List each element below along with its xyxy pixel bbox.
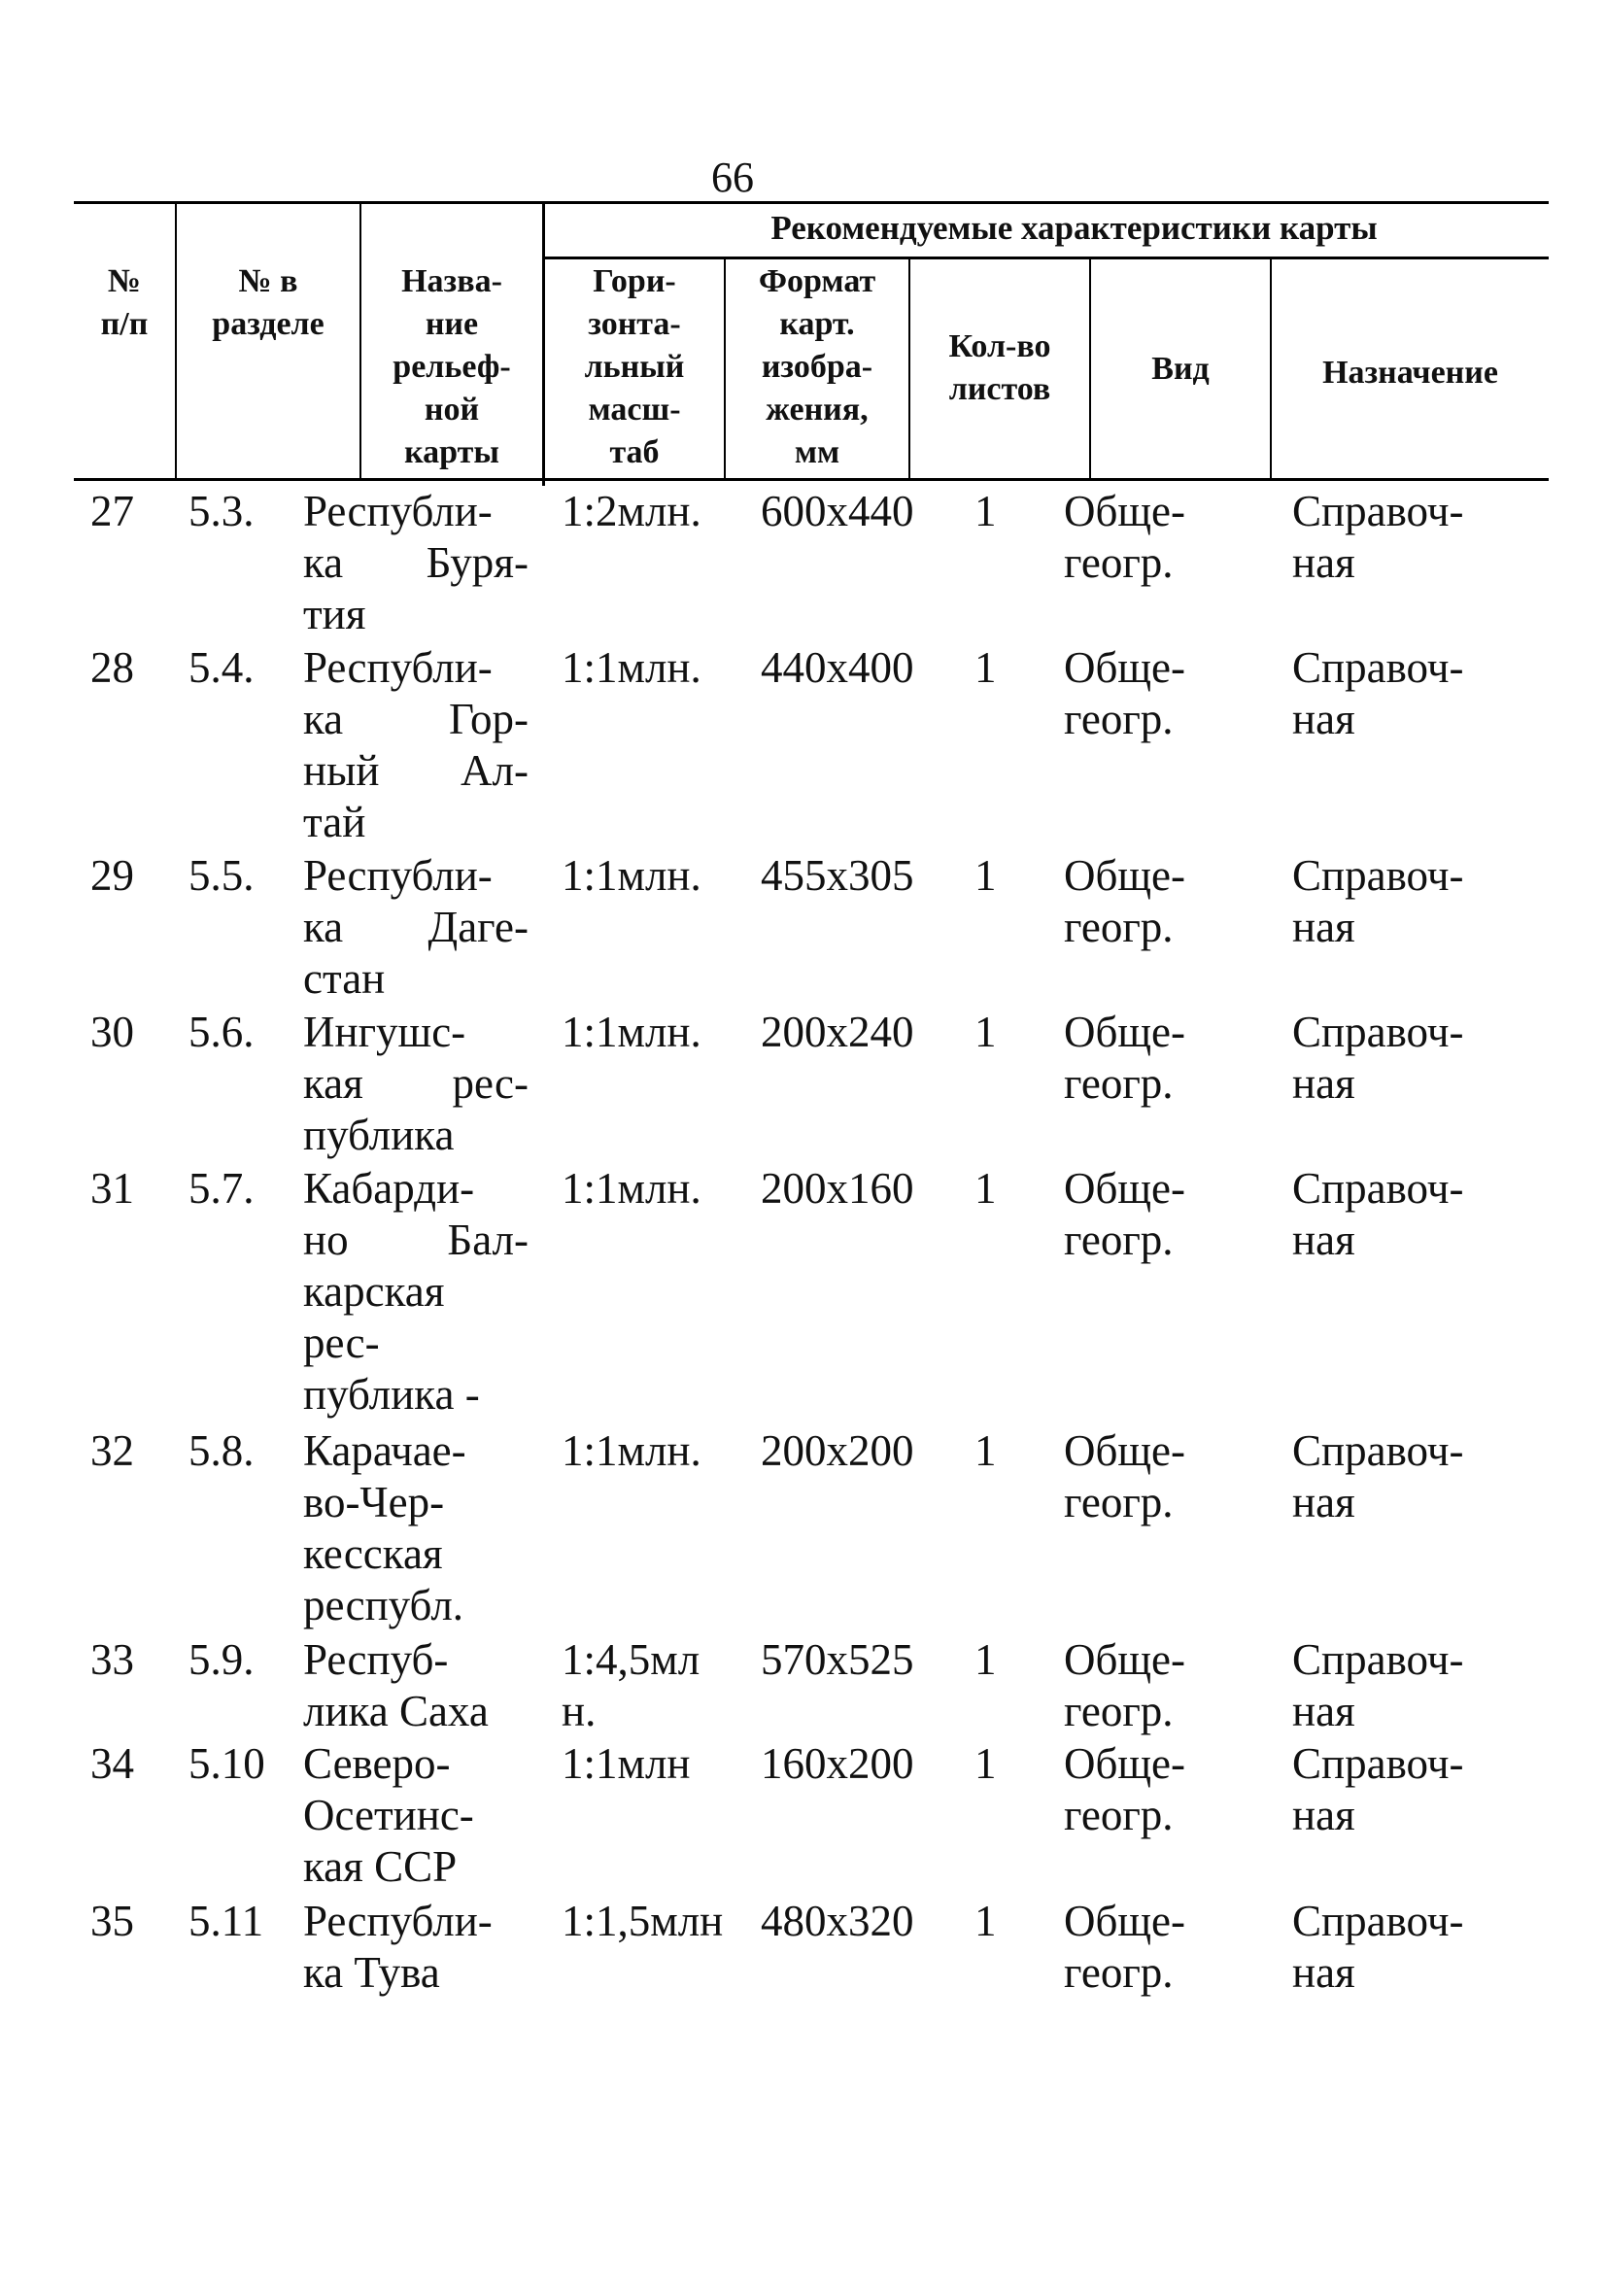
row-num: 32 (90, 1426, 134, 1475)
row-kind: Обще- геогр. (1064, 1739, 1186, 1839)
row-format: 200x160 (761, 1164, 914, 1213)
row-name: Республи- ка Даге- стан (303, 851, 529, 1003)
row-name: Кабарди- но Бал- карская рес- публика - (303, 1164, 529, 1419)
header-kind: Вид (1151, 351, 1210, 387)
row-format: 160x200 (761, 1739, 914, 1788)
row-name: Республи- ка Гор- ный Ал- тай (303, 643, 529, 846)
row-num: 28 (90, 643, 134, 692)
row-name: Карачае- во-Чер- кесская республ. (303, 1426, 466, 1629)
row-num: 34 (90, 1739, 134, 1788)
header-sheets: Кол-во листов (948, 328, 1051, 407)
row-sheets: 1 (974, 1635, 997, 1684)
row-format: 200x240 (761, 1008, 914, 1056)
row-format: 200x200 (761, 1426, 914, 1475)
row-sheets: 1 (974, 851, 997, 900)
row-purpose: Справоч- ная (1292, 1164, 1464, 1264)
row-section: 5.4. (188, 643, 255, 692)
row-name: Северо- Осетинс- кая ССР (303, 1739, 474, 1891)
row-section: 5.5. (188, 851, 255, 900)
row-kind: Обще- геогр. (1064, 1635, 1186, 1735)
header-format: Формат карт. изобра- жения, мм (758, 263, 876, 470)
row-purpose: Справоч- ная (1292, 1635, 1464, 1735)
row-format: 600x440 (761, 487, 914, 535)
header-scale: Гори- зонта- льный масш- таб (584, 263, 685, 470)
row-scale: 1:4,5мл н. (562, 1635, 700, 1735)
row-section: 5.7. (188, 1164, 255, 1213)
row-sheets: 1 (974, 1164, 997, 1213)
row-scale: 1:1млн. (562, 1008, 701, 1056)
row-num: 33 (90, 1635, 134, 1684)
row-num: 27 (90, 487, 134, 535)
row-scale: 1:1млн. (562, 643, 701, 692)
row-purpose: Справоч- ная (1292, 1426, 1464, 1526)
row-purpose: Справоч- ная (1292, 1008, 1464, 1108)
row-scale: 1:1млн. (562, 1164, 701, 1213)
row-kind: Обще- геогр. (1064, 851, 1186, 951)
header-purpose: Назначение (1322, 355, 1498, 391)
row-sheets: 1 (974, 1008, 997, 1056)
row-section: 5.11 (188, 1897, 264, 1945)
row-section: 5.10 (188, 1739, 265, 1788)
row-purpose: Справоч- ная (1292, 1739, 1464, 1839)
row-section: 5.8. (188, 1426, 255, 1475)
row-purpose: Справоч- ная (1292, 851, 1464, 951)
header-num: № п/п (100, 263, 149, 342)
row-name: Респуб- лика Саха (303, 1635, 489, 1735)
table-header (0, 0, 1606, 486)
row-kind: Обще- геогр. (1064, 1426, 1186, 1526)
row-format: 480x320 (761, 1897, 914, 1945)
row-num: 29 (90, 851, 134, 900)
row-format: 455x305 (761, 851, 914, 900)
row-section: 5.6. (188, 1008, 255, 1056)
group-header-title: Рекомендуемые характеристики карты (770, 209, 1378, 247)
row-scale: 1:1млн. (562, 851, 701, 900)
row-purpose: Справоч- ная (1292, 643, 1464, 743)
row-kind: Обще- геогр. (1064, 1008, 1186, 1108)
row-scale: 1:1млн (562, 1739, 691, 1788)
header-top-rule (74, 201, 1549, 204)
row-scale: 1:1млн. (562, 1426, 701, 1475)
row-kind: Обще- геогр. (1064, 1897, 1186, 1997)
row-scale: 1:1,5млн (562, 1897, 724, 1945)
row-format: 570x525 (761, 1635, 914, 1684)
row-kind: Обще- геогр. (1064, 1164, 1186, 1264)
row-num: 31 (90, 1164, 134, 1213)
row-section: 5.9. (188, 1635, 255, 1684)
header-name: Назва- ние рельеф- ной карты (393, 263, 511, 470)
row-kind: Обще- геогр. (1064, 487, 1186, 587)
row-name: Республи- ка Тува (303, 1897, 493, 1997)
page-number: 66 (711, 154, 754, 201)
row-sheets: 1 (974, 1897, 997, 1945)
row-sheets: 1 (974, 487, 997, 535)
row-scale: 1:2млн. (562, 487, 701, 535)
row-purpose: Справоч- ная (1292, 487, 1464, 587)
row-num: 35 (90, 1897, 134, 1945)
row-name: Ингушс- кая рес- публика (303, 1008, 529, 1159)
row-format: 440x400 (761, 643, 914, 692)
row-section: 5.3. (188, 487, 255, 535)
row-kind: Обще- геогр. (1064, 643, 1186, 743)
header-section: № в разделе (212, 263, 325, 342)
row-num: 30 (90, 1008, 134, 1056)
row-sheets: 1 (974, 643, 997, 692)
row-name: Республи- ка Буря- тия (303, 487, 529, 638)
row-sheets: 1 (974, 1739, 997, 1788)
row-sheets: 1 (974, 1426, 997, 1475)
header-bottom-rule (74, 478, 1549, 481)
row-purpose: Справоч- ная (1292, 1897, 1464, 1997)
